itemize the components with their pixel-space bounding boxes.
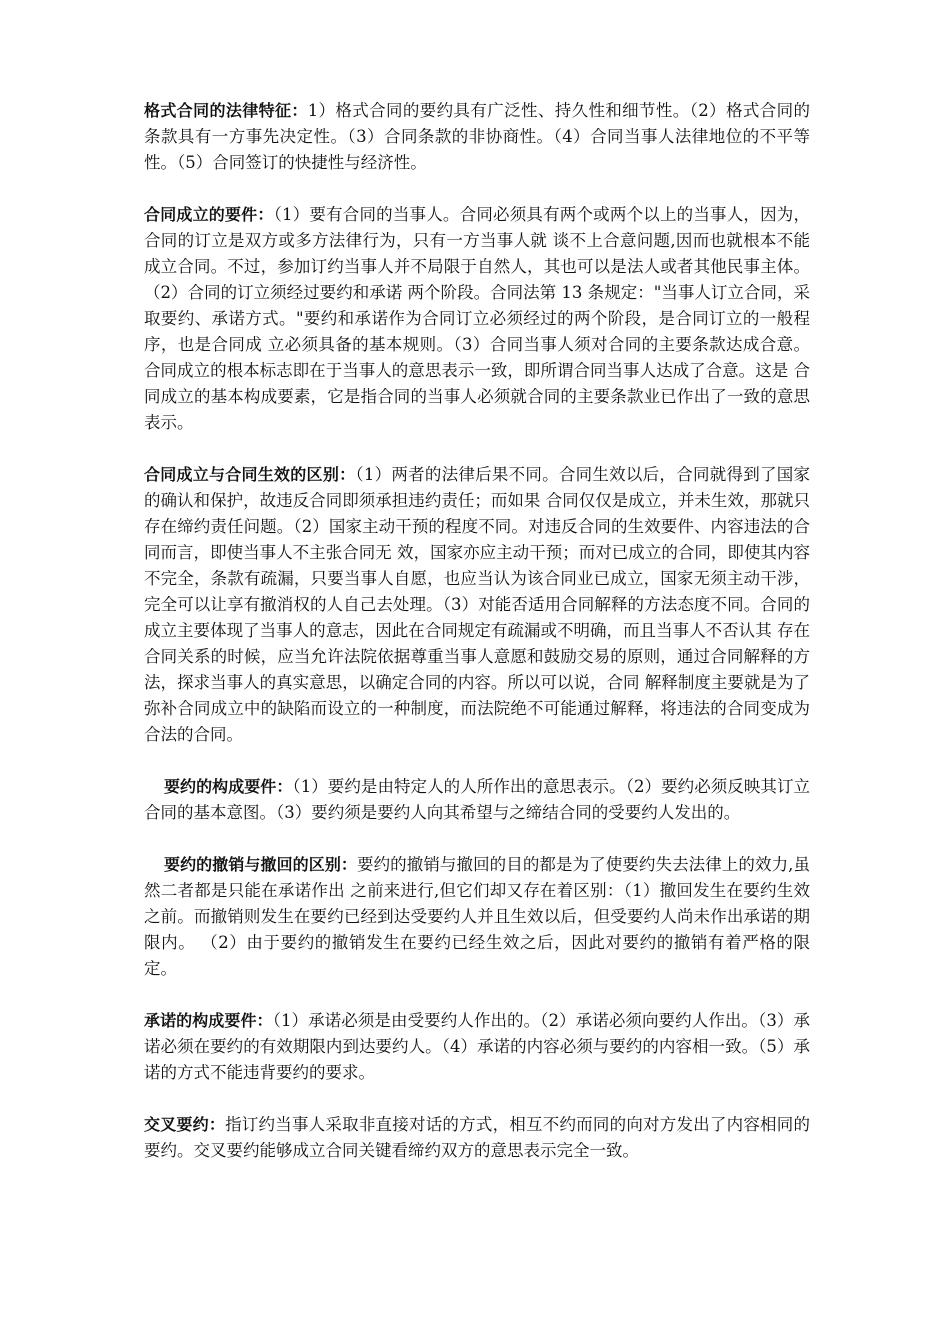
paragraph-body: 要约的撤销与撤回的目的都是为了使要约失去法律上的效力,虽然二者都是只能在承诺作出 之前来进行,但它们却又存在着区别：（1）撤回发生在要约生效之前。而撤销则发生在要约已经到达受要约人并且生效以后，但受要约人尚未作出承诺的期限内。 （2）由于要约的撤销发生在要约已经生效之后，因此对要约的撤销有着严格的限定。 (144, 855, 810, 978)
paragraph-body: （1）要有合同的当事人。合同必须具有两个或两个以上的当事人，因为，合同的订立是双方或多方法律行为，只有一方当事人就 谈不上合意问题,因而也就根本不能成立合同。不过，参加订约当事人并不局限于自然人，其也可以是法人或者其他民事主体。（2）合同的订立须经过要约和承诺 两个阶段。合同法第 13 条规定："当事人订立合同，采取要约、承诺方式。"要约和承诺作为合同订立必须经过的两个阶段，是合同订立的一般程序，也是合同成 立必须具备的基本规则。（3）合同当事人须对合同的主要条款达成合意。合同成立的根本标志即在于当事人的意思表示一致，即所谓合同当事人达成了合意。这是 合同成立的基本构成要素，它是指合同的当事人必须就合同的主要条款业已作出了一致的意思表示。 (144, 205, 810, 432)
paragraph-offer-requirements (144, 774, 810, 826)
term-heading: 合同成立与合同生效的区别： (144, 465, 356, 484)
paragraph-body: （1）两者的法律后果不同。合同生效以后，合同就得到了国家的确认和保护，故违反合同即须承担违约责任；而如果 合同仅仅是成立，并未生效，那就只存在缔约责任问题。（2）国家主动干预的程度不同。对违反合同的生效要件、内容违法的合同而言，即使当事人不主张合同无 效，国家亦应主动干预；而对已成立的合同，即使其内容不完全，条款有疏漏，只要当事人自愿，也应当认为该合同业已成立，国家无须主动干涉，完全可以让享有撤消权的人自己去处理。（3）对能否适用合同解释的方法态度不同。合同的成立主要体现了当事人的意志，因此在合同规定有疏漏或不明确，而且当事人不否认其 存在合同关系的时候，应当允许法院依据尊重当事人意愿和鼓励交易的原则，通过合同解释的方法，探求当事人的真实意思，以确定合同的内容。所以可以说，合同 解释制度主要就是为了弥补合同成立中的缺陷而设立的一种制度，而法院绝不可能通过解释，将违法的合同变成为合法的合同。 (144, 465, 810, 744)
paragraph-acceptance-requirements (144, 1008, 810, 1086)
paragraph-offer-revocation-withdrawal (144, 852, 810, 982)
paragraph-contract-formation-requirements (144, 202, 810, 436)
paragraph-body: 1）格式合同的要约具有广泛性、持久性和细节性。（2）格式合同的条款具有一方事先决定性。（3）合同条款的非协商性。（4）合同当事人法律地位的不平等性。（5）合同签订的快捷性与经济性。 (144, 101, 810, 172)
term-heading: 要约的构成要件： (164, 777, 293, 796)
term-heading: 承诺的构成要件： (144, 1011, 273, 1030)
paragraph-body: 指订约当事人采取非直接对话的方式，相互不约而同的向对方发出了内容相同的要约。交叉要约能够成立合同关键看缔约双方的意思表示完全一致。 (144, 1115, 810, 1160)
term-heading: 交叉要约： (144, 1115, 226, 1134)
paragraph-body: （1）要约是由特定人的人所作出的意思表示。（2）要约必须反映其订立合同的基本意图。（3）要约须是要约人向其希望与之缔结合同的受要约人发出的。 (144, 777, 810, 822)
document-page (144, 98, 810, 1190)
term-heading: 格式合同的法律特征： (144, 101, 308, 120)
paragraph-form-contract-features (144, 98, 810, 176)
paragraph-body: （1）承诺必须是由受要约人作出的。（2）承诺必须向要约人作出。（3）承诺必须在要约的有效期限内到达要约人。（4）承诺的内容必须与要约的内容相一致。（5）承诺的方式不能违背要约的要求。 (144, 1011, 810, 1082)
term-heading: 合同成立的要件： (144, 205, 274, 224)
paragraph-formation-vs-effect (144, 462, 810, 748)
paragraph-cross-offer (144, 1112, 810, 1164)
term-heading: 要约的撤销与撤回的区别： (164, 855, 357, 874)
